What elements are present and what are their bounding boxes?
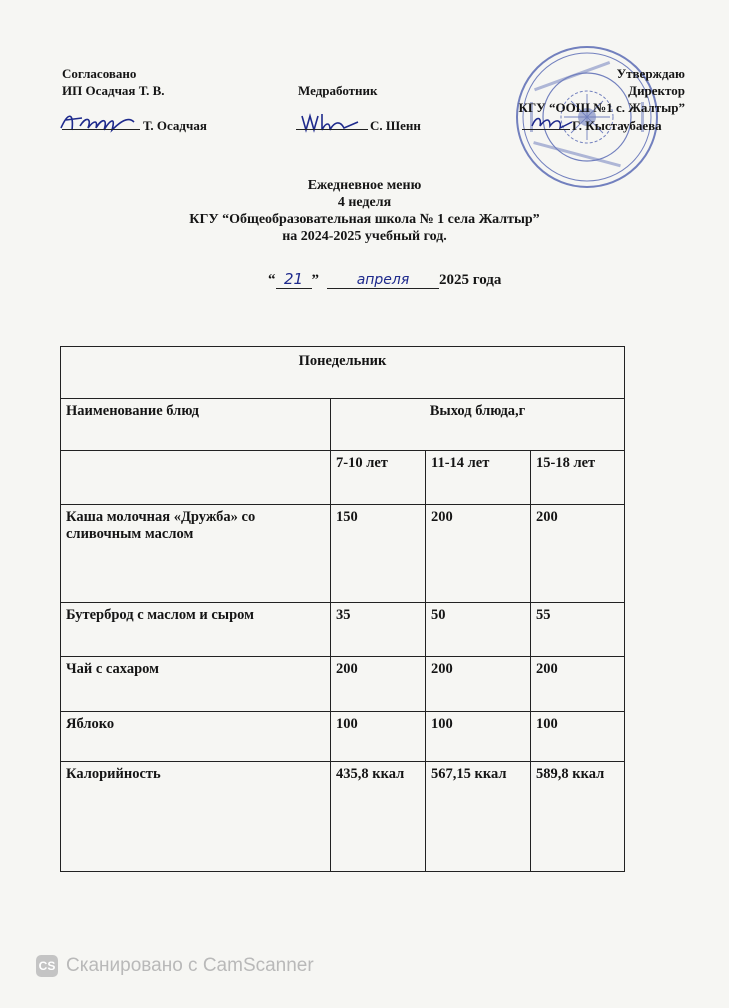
dish-value: 35 [331, 603, 426, 657]
approval-right-title: Утверждаю [616, 66, 685, 81]
table-row [61, 657, 625, 712]
dish-name: Бутерброд с маслом и сыром [61, 603, 331, 657]
date-open-quote: “ [268, 272, 276, 288]
dish-value: 200 [426, 657, 531, 712]
age-cell: 7-10 лет [331, 451, 426, 505]
table-row-header [61, 399, 625, 451]
day-cell: Понедельник [61, 347, 625, 399]
heading-line1: Ежедневное меню [307, 178, 422, 193]
date-year: 2025 года [439, 272, 502, 288]
signature-line-right [522, 128, 570, 130]
table-row [61, 603, 625, 657]
heading-line3: КГУ “Общеобразовательная школа № 1 села Жалтыр” [189, 212, 540, 227]
signature-osadchaya [58, 108, 142, 138]
ages-empty-cell [61, 451, 331, 505]
table-row [61, 712, 625, 762]
dish-value: 100 [531, 712, 625, 762]
heading-line4: на 2024-2025 учебный год. [282, 229, 447, 244]
dish-value: 200 [531, 657, 625, 712]
date-close-quote: ” [311, 272, 319, 288]
signature-shenn [298, 108, 370, 136]
signature-kystaubaeva [528, 110, 574, 134]
approval-right-org: КГУ “ООШ №1 с. Жалтыр” [518, 100, 685, 115]
date-month: апреля [327, 272, 439, 289]
dish-value: 200 [331, 657, 426, 712]
approval-left-signer: Т. Осадчая [143, 118, 207, 133]
date-line [268, 270, 501, 289]
col-output-header: Выход блюда,г [331, 399, 625, 451]
dish-name: Каша молочная «Дружба» со сливочным маслом [61, 505, 331, 603]
dish-value: 150 [331, 505, 426, 603]
dish-value: 50 [426, 603, 531, 657]
dish-value: 567,15 ккал [426, 762, 531, 872]
dish-name: Яблоко [61, 712, 331, 762]
menu-table [60, 346, 625, 872]
dish-value: 200 [531, 505, 625, 603]
date-day: 21 [276, 270, 312, 289]
approval-middle-signer: С. Шенн [370, 118, 421, 133]
approval-right-signer: Г. Кыстаубаева [572, 118, 662, 133]
camscanner-logo-icon: CS [36, 955, 58, 977]
dish-name: Чай с сахаром [61, 657, 331, 712]
signature-line-middle [296, 128, 368, 130]
approval-left-org: ИП Осадчая Т. В. [62, 83, 165, 98]
table-row-day [61, 347, 625, 399]
dish-value: 100 [426, 712, 531, 762]
dish-value: 589,8 ккал [531, 762, 625, 872]
camscanner-text: Сканировано с CamScanner [66, 955, 314, 976]
table-row [61, 505, 625, 603]
signature-line-left [62, 128, 140, 130]
dish-name: Калорийность [61, 762, 331, 872]
approval-right-position: Директор [628, 83, 685, 98]
col-name-header: Наименование блюд [61, 399, 331, 451]
dish-value: 200 [426, 505, 531, 603]
dish-value: 435,8 ккал [331, 762, 426, 872]
approval-left-title: Согласовано [62, 66, 137, 81]
camscanner-watermark [36, 955, 314, 977]
age-cell: 11-14 лет [426, 451, 531, 505]
dish-value: 55 [531, 603, 625, 657]
approval-middle-title: Медработник [298, 83, 378, 98]
age-cell: 15-18 лет [531, 451, 625, 505]
table-row-ages [61, 451, 625, 505]
table-row [61, 762, 625, 872]
dish-value: 100 [331, 712, 426, 762]
heading-line2: 4 неделя [337, 195, 392, 210]
